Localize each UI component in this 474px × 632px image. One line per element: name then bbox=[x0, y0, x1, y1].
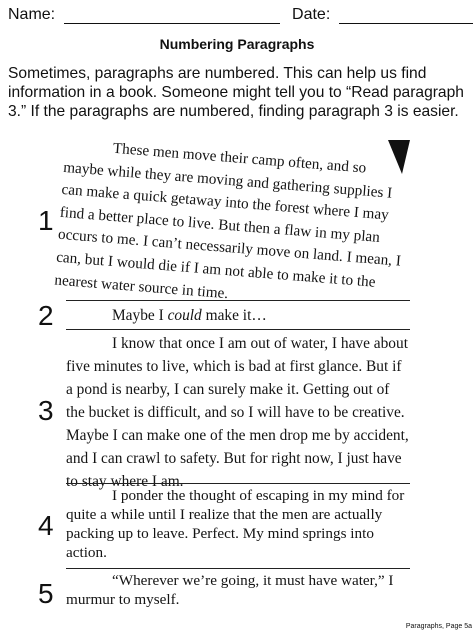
page-footer: Paragraphs, Page 5a bbox=[405, 623, 472, 630]
name-blank[interactable] bbox=[64, 9, 280, 24]
paragraph-2 bbox=[66, 305, 412, 327]
intro-text: Sometimes, paragraphs are numbered. This can help us find information in a book. Someone might tell you to “Read paragraph 3.” If the paragraphs are numbered, finding paragraph 3 is easier. bbox=[8, 65, 464, 120]
paragraph-number-1: 1 bbox=[38, 205, 54, 236]
paragraph-5-text: “Wherever we’re going, it must have water,” I murmur to myself. bbox=[66, 572, 394, 608]
paragraph-number-3: 3 bbox=[38, 395, 54, 426]
paragraph-2-text-start: Maybe I bbox=[112, 307, 168, 324]
paragraph-number-5: 5 bbox=[38, 578, 54, 609]
divider-1 bbox=[66, 300, 410, 301]
paragraph-1 bbox=[54, 134, 411, 319]
paragraph-1-text: These men move their camp often, and so maybe while they are moving and gathering supplies I can make a quick getaway into the forest where I may find a better place to live. But then a flaw in my plan occurs to me. I can’t necessarily move on land. I mean, I can, but I would die if I am not able to make it to the nearest water source in time. bbox=[53, 139, 402, 302]
divider-4 bbox=[66, 568, 410, 569]
page-corner-shadow bbox=[388, 140, 410, 174]
paragraph-number-2: 2 bbox=[38, 300, 54, 331]
name-label: Name: bbox=[8, 6, 56, 23]
paragraph-2-emphasis: could bbox=[167, 307, 202, 324]
paragraph-3 bbox=[66, 332, 412, 493]
date-label: Date: bbox=[292, 6, 331, 23]
paragraph-4 bbox=[66, 486, 412, 562]
date-blank[interactable] bbox=[339, 9, 473, 24]
paragraph-2-text-end: make it… bbox=[201, 307, 267, 324]
paragraph-4-text: I ponder the thought of escaping in my mind for quite a while until I realize that the men are actually packing up to leave. Perfect. My mind springs into action. bbox=[66, 487, 405, 561]
paragraph-5 bbox=[66, 571, 412, 609]
divider-3 bbox=[66, 483, 410, 484]
divider-2 bbox=[66, 329, 410, 330]
paragraph-3-text: I know that once I am out of water, I have about five minutes to live, which is bad at first glance. But if a pond is nearby, I can surely make it. Getting out of the bucket is difficult, and so I will have to be creative. Maybe I can make one of the men drop me by accident, and I can crawl to safety. But for right now, I just have to stay where I am. bbox=[66, 335, 409, 490]
worksheet-title: Numbering Paragraphs bbox=[159, 36, 315, 52]
paragraph-number-4: 4 bbox=[38, 510, 54, 541]
name-date-row bbox=[8, 6, 473, 24]
